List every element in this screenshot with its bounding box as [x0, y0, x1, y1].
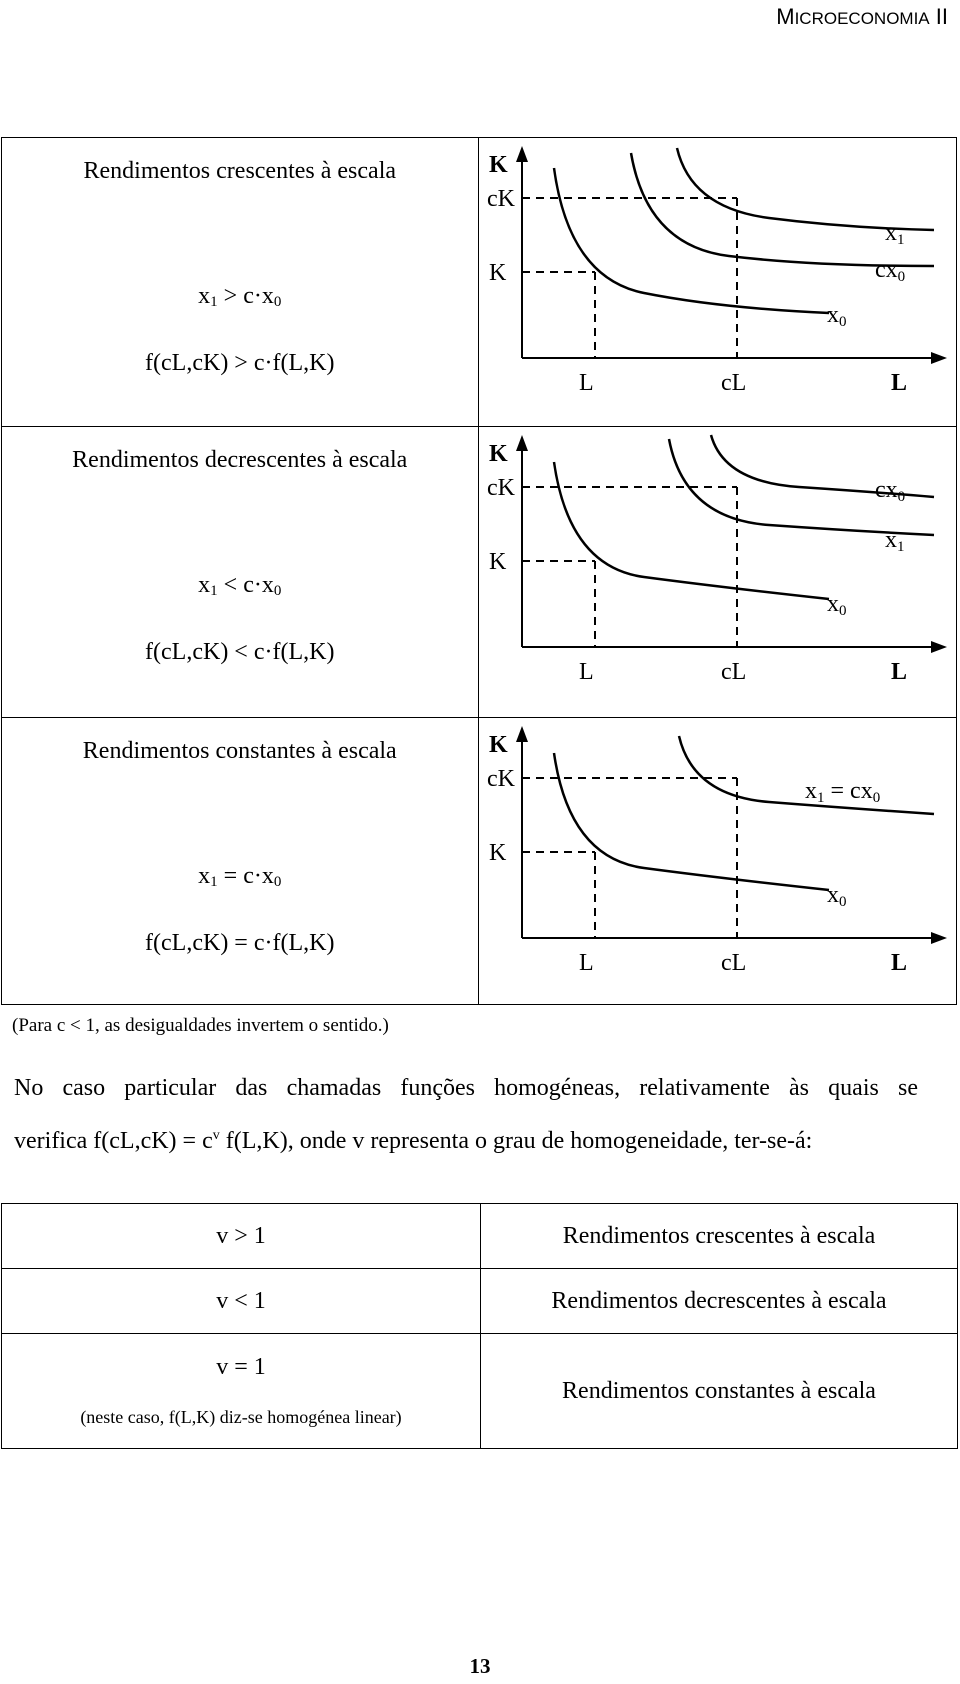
returns-to-scale-table [1, 137, 957, 1005]
case-title: Rendimentos constantes à escala [82, 738, 397, 764]
case-text-cell [2, 427, 479, 718]
curve-label-cx0: cx0 [874, 257, 905, 285]
inversion-note: (Para c < 1, as desigualdades invertem o sentido.) [12, 1015, 389, 1036]
curve-label-x1: x1 = cx0 [804, 778, 880, 806]
y-axis-label: K [488, 152, 508, 178]
y-axis-arrow [516, 146, 528, 162]
case-relation-function: f(cL,cK) < c·f(L,K) [145, 639, 335, 665]
x-tick-cl: cL [720, 950, 746, 976]
summary-row [2, 1334, 958, 1449]
case-graph-cell [478, 427, 957, 718]
summary-row [2, 1204, 958, 1269]
curve-label-x1: x1 [884, 220, 904, 248]
curve-label-x0: x0 [826, 882, 846, 910]
x-axis-label: L [890, 370, 907, 396]
curve-label-x0: x0 [826, 591, 846, 619]
case-relation-output: $x_1 = c\cdot x_0$ [198, 863, 282, 890]
x-tick-l: L [578, 659, 594, 685]
summary-condition: v = 1 [216, 1354, 266, 1380]
case-row-increasing [2, 138, 957, 427]
x-tick-cl: cL [720, 659, 746, 685]
case-title: Rendimentos decrescentes à escala [72, 447, 408, 473]
y-axis-arrow [516, 726, 528, 742]
homogeneity-summary-table [1, 1203, 958, 1449]
isoquant-graph-decreasing [479, 427, 957, 717]
summary-condition: v < 1 [2, 1269, 481, 1334]
header-rest: ICROECONOMIA [794, 9, 930, 28]
case-relation-output: $x_1 < c\cdot x_0$ [198, 572, 282, 599]
x-axis-arrow [931, 641, 947, 653]
curve-label-cx0: cx0 [874, 477, 905, 505]
y-tick-ck: cK [486, 766, 515, 792]
summary-result: Rendimentos crescentes à escala [481, 1204, 958, 1269]
y-tick-ck: cK [486, 186, 515, 212]
case-row-decreasing [2, 427, 957, 718]
case-relation-function: f(cL,cK) > c·f(L,K) [145, 350, 335, 376]
y-tick-ck: cK [486, 475, 515, 501]
x-axis-label: L [890, 950, 907, 976]
y-tick-k: K [488, 260, 506, 286]
x-tick-l: L [578, 370, 594, 396]
case-graph-cell [478, 138, 957, 427]
case-text-cell [2, 718, 479, 1005]
y-axis-label: K [488, 732, 508, 758]
page-number: 13 [469, 1654, 491, 1678]
y-tick-k: K [488, 840, 506, 866]
isoquant-cx0 [711, 435, 934, 497]
y-axis-label: K [488, 441, 508, 467]
y-axis-arrow [516, 435, 528, 451]
x-tick-cl: cL [720, 370, 746, 396]
case-relation-function: f(cL,cK) = c·f(L,K) [145, 930, 335, 956]
summary-result: Rendimentos constantes à escala [481, 1334, 958, 1449]
homogeneous-paragraph [14, 1064, 918, 1165]
header-initial: M [776, 4, 795, 29]
paragraph-line-1: No caso particular das chamadas funções homogéneas, relativamente às quais se [14, 1075, 918, 1101]
case-row-constant [2, 718, 957, 1005]
x-axis-label: L [890, 659, 907, 685]
curve-label-x1: x1 [884, 527, 904, 555]
summary-row [2, 1269, 958, 1334]
summary-condition-cell [2, 1334, 481, 1449]
y-tick-k: K [488, 549, 506, 575]
x-axis-arrow [931, 932, 947, 944]
case-text-cell [2, 138, 479, 427]
case-title: Rendimentos crescentes à escala [83, 158, 397, 184]
isoquant-x1 [677, 148, 934, 230]
curve-label-x0: x0 [826, 302, 846, 330]
summary-result: Rendimentos decrescentes à escala [481, 1269, 958, 1334]
isoquant-cx0 [631, 153, 934, 266]
isoquant-graph-increasing [479, 138, 957, 426]
summary-condition-note: (neste caso, f(L,K) diz-se homogénea linear) [80, 1407, 402, 1427]
isoquant-graph-constant [479, 718, 957, 1004]
running-header [776, 4, 948, 30]
summary-condition: v > 1 [2, 1204, 481, 1269]
case-relation-output: $x_1 > c\cdot x_0$ [198, 283, 282, 310]
x-axis-arrow [931, 352, 947, 364]
header-roman: II [935, 4, 948, 29]
x-tick-l: L [578, 950, 594, 976]
case-graph-cell [478, 718, 957, 1005]
paragraph-line-2: verifica $f(cL,cK) = c^v$ f(L,K), onde v representa o grau de homogeneidade, ter-se-á: [14, 1128, 813, 1154]
